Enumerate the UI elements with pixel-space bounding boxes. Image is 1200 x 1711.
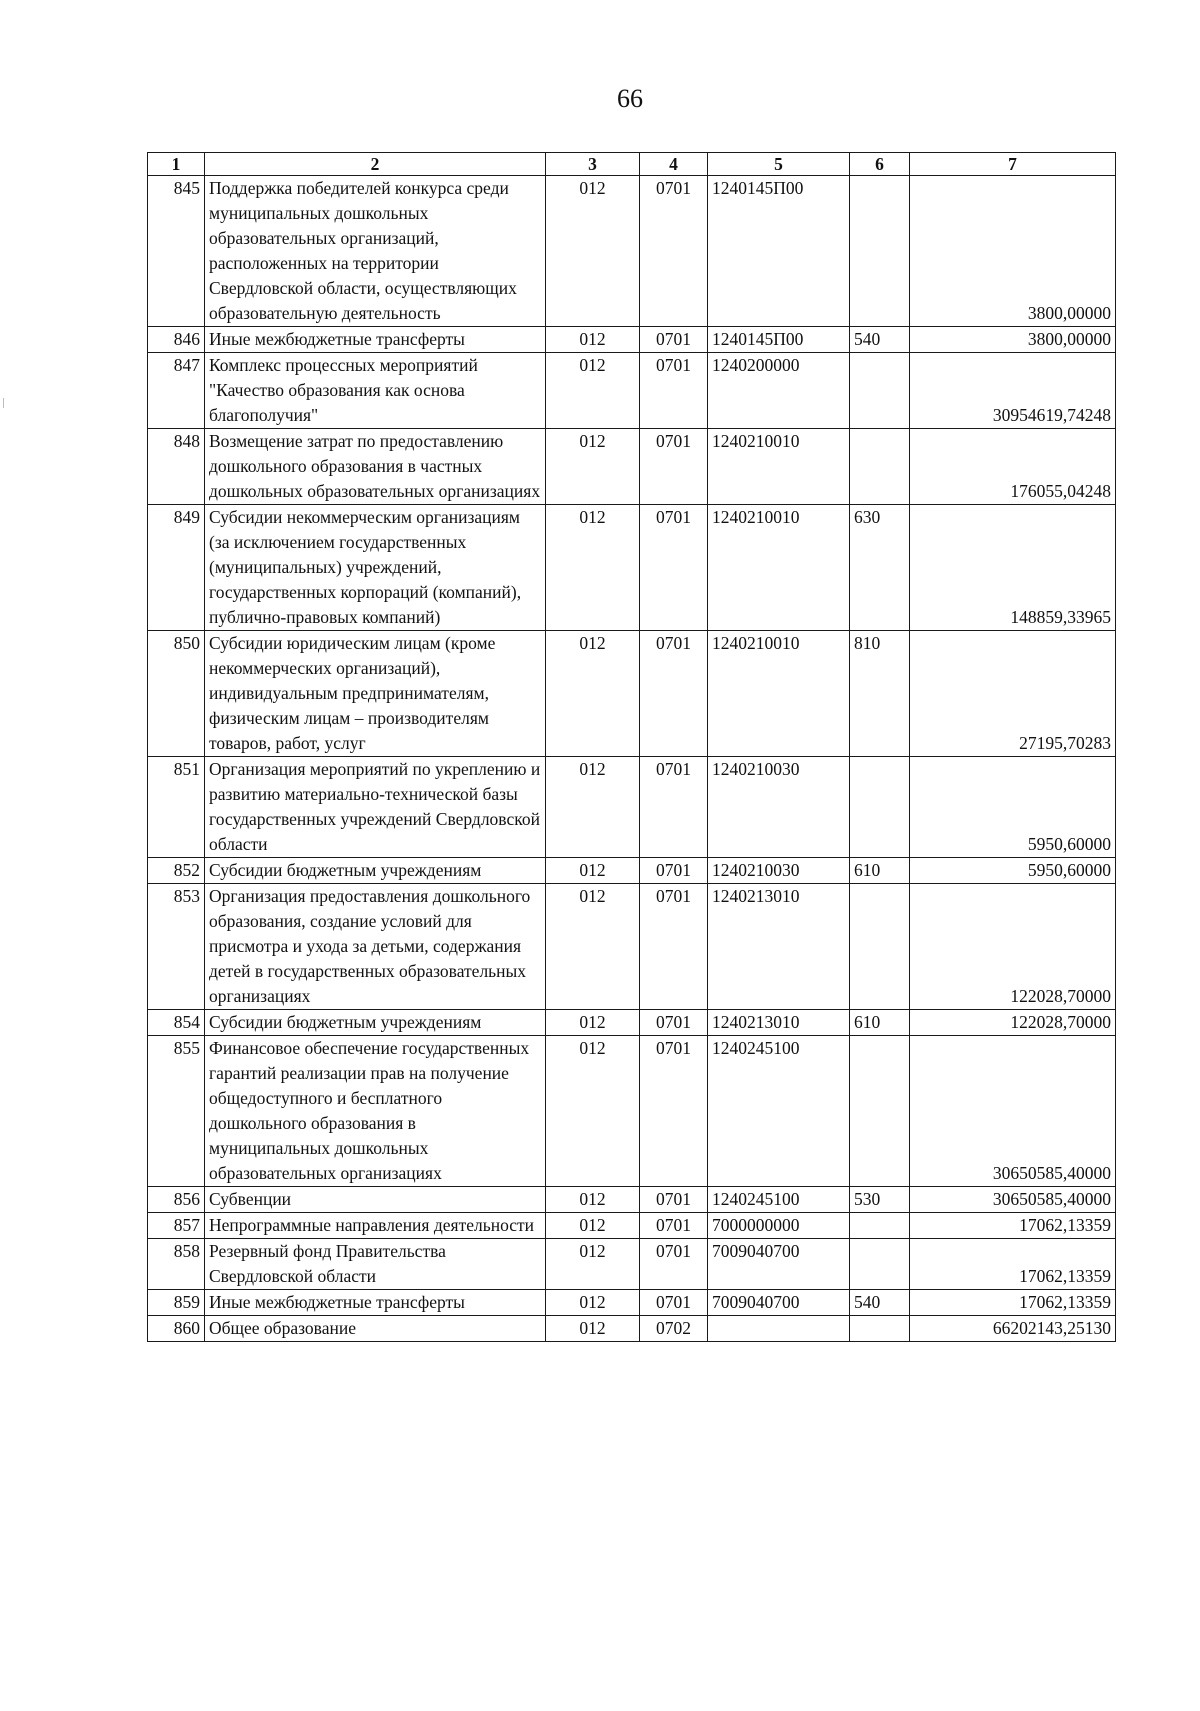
table-row [148, 1239, 1116, 1290]
header-row [148, 153, 1116, 176]
row-name: Непрограммные направления деятельности [205, 1213, 546, 1239]
row-ministry-code: 012 [546, 1239, 640, 1290]
row-ministry-code: 012 [546, 1316, 640, 1342]
row-name: Финансовое обеспечение государственных гарантий реализации прав на получение общедоступного и бесплатного дошкольного образования в муниципальных дошкольных образовательных организациях [205, 1036, 546, 1187]
row-expense-type [850, 1213, 910, 1239]
row-number: 854 [148, 1010, 205, 1036]
row-name: Организация предоставления дошкольного образования, создание условий для присмотра и ухода за детьми, содержания детей в государственных образовательных организациях [205, 884, 546, 1010]
row-amount: 17062,13359 [910, 1290, 1116, 1316]
row-section-code: 0701 [640, 505, 708, 631]
header-col-2: 2 [205, 153, 546, 176]
row-amount: 17062,13359 [910, 1213, 1116, 1239]
row-section-code: 0701 [640, 757, 708, 858]
row-expense-type [850, 429, 910, 505]
row-number: 846 [148, 327, 205, 353]
row-target-code: 7009040700 [708, 1239, 850, 1290]
table-row [148, 858, 1116, 884]
row-amount: 17062,13359 [910, 1239, 1116, 1290]
header-col-3: 3 [546, 153, 640, 176]
table-row [148, 505, 1116, 631]
row-target-code: 1240213010 [708, 884, 850, 1010]
row-expense-type: 610 [850, 858, 910, 884]
row-expense-type: 610 [850, 1010, 910, 1036]
table-row [148, 1213, 1116, 1239]
row-target-code: 1240210030 [708, 757, 850, 858]
row-expense-type [850, 353, 910, 429]
row-name: Субвенции [205, 1187, 546, 1213]
row-ministry-code: 012 [546, 1187, 640, 1213]
table-row [148, 757, 1116, 858]
row-name: Субсидии некоммерческим организациям (за исключением государственных (муниципальных) учреждений, государственных корпораций (компаний), публично-правовых компаний) [205, 505, 546, 631]
row-section-code: 0701 [640, 176, 708, 327]
row-amount: 66202143,25130 [910, 1316, 1116, 1342]
table-row [148, 1187, 1116, 1213]
table-row [148, 1316, 1116, 1342]
row-section-code: 0701 [640, 429, 708, 505]
row-amount: 30650585,40000 [910, 1187, 1116, 1213]
row-ministry-code: 012 [546, 757, 640, 858]
row-target-code: 1240210010 [708, 631, 850, 757]
row-target-code: 1240200000 [708, 353, 850, 429]
row-expense-type [850, 884, 910, 1010]
row-section-code: 0701 [640, 1290, 708, 1316]
row-target-code: 1240210010 [708, 505, 850, 631]
table-row [148, 631, 1116, 757]
row-number: 850 [148, 631, 205, 757]
row-section-code: 0701 [640, 353, 708, 429]
row-target-code: 1240145П00 [708, 327, 850, 353]
row-number: 858 [148, 1239, 205, 1290]
row-expense-type: 630 [850, 505, 910, 631]
row-name: Иные межбюджетные трансферты [205, 327, 546, 353]
header-col-7: 7 [910, 153, 1116, 176]
row-amount: 122028,70000 [910, 1010, 1116, 1036]
row-ministry-code: 012 [546, 884, 640, 1010]
row-ministry-code: 012 [546, 353, 640, 429]
header-col-1: 1 [148, 153, 205, 176]
table-row [148, 176, 1116, 327]
row-number: 847 [148, 353, 205, 429]
row-section-code: 0701 [640, 1036, 708, 1187]
row-ministry-code: 012 [546, 1290, 640, 1316]
row-target-code: 1240210030 [708, 858, 850, 884]
row-target-code: 1240210010 [708, 429, 850, 505]
row-target-code: 1240245100 [708, 1036, 850, 1187]
row-amount: 122028,70000 [910, 884, 1116, 1010]
scan-margin-mark [3, 398, 4, 408]
row-target-code: 1240245100 [708, 1187, 850, 1213]
table-row [148, 884, 1116, 1010]
table-row [148, 1290, 1116, 1316]
row-number: 859 [148, 1290, 205, 1316]
table-row [148, 327, 1116, 353]
row-ministry-code: 012 [546, 1010, 640, 1036]
row-expense-type: 530 [850, 1187, 910, 1213]
row-name: Общее образование [205, 1316, 546, 1342]
row-section-code: 0701 [640, 1187, 708, 1213]
table-row [148, 1036, 1116, 1187]
row-number: 851 [148, 757, 205, 858]
row-name: Субсидии юридическим лицам (кроме некоммерческих организаций), индивидуальным предпринимателям, физическим лицам – производителям товаров, работ, услуг [205, 631, 546, 757]
row-amount: 5950,60000 [910, 858, 1116, 884]
row-ministry-code: 012 [546, 1213, 640, 1239]
row-name: Комплекс процессных мероприятий "Качество образования как основа благополучия" [205, 353, 546, 429]
row-target-code: 1240145П00 [708, 176, 850, 327]
row-expense-type [850, 176, 910, 327]
row-amount: 3800,00000 [910, 176, 1116, 327]
row-number: 855 [148, 1036, 205, 1187]
row-amount: 30650585,40000 [910, 1036, 1116, 1187]
header-col-6: 6 [850, 153, 910, 176]
row-section-code: 0701 [640, 884, 708, 1010]
row-ministry-code: 012 [546, 505, 640, 631]
row-expense-type: 540 [850, 327, 910, 353]
row-number: 857 [148, 1213, 205, 1239]
row-number: 848 [148, 429, 205, 505]
row-number: 845 [148, 176, 205, 327]
row-name: Возмещение затрат по предоставлению дошкольного образования в частных дошкольных образовательных организациях [205, 429, 546, 505]
header-col-4: 4 [640, 153, 708, 176]
row-amount: 27195,70283 [910, 631, 1116, 757]
row-name: Субсидии бюджетным учреждениям [205, 1010, 546, 1036]
row-ministry-code: 012 [546, 429, 640, 505]
table-row [148, 1010, 1116, 1036]
row-section-code: 0701 [640, 858, 708, 884]
row-ministry-code: 012 [546, 327, 640, 353]
row-target-code: 7009040700 [708, 1290, 850, 1316]
row-ministry-code: 012 [546, 176, 640, 327]
row-section-code: 0701 [640, 631, 708, 757]
row-ministry-code: 012 [546, 631, 640, 757]
row-number: 856 [148, 1187, 205, 1213]
row-amount: 30954619,74248 [910, 353, 1116, 429]
row-section-code: 0701 [640, 1239, 708, 1290]
row-amount: 5950,60000 [910, 757, 1116, 858]
row-amount: 148859,33965 [910, 505, 1116, 631]
row-amount: 3800,00000 [910, 327, 1116, 353]
row-section-code: 0702 [640, 1316, 708, 1342]
row-expense-type: 810 [850, 631, 910, 757]
row-expense-type [850, 1316, 910, 1342]
row-ministry-code: 012 [546, 858, 640, 884]
table-row [148, 353, 1116, 429]
row-expense-type [850, 1239, 910, 1290]
row-name: Организация мероприятий по укреплению и развитию материально-технической базы государственных учреждений Свердловской области [205, 757, 546, 858]
row-section-code: 0701 [640, 327, 708, 353]
row-target-code: 7000000000 [708, 1213, 850, 1239]
budget-table [147, 152, 1116, 1342]
row-name: Субсидии бюджетным учреждениям [205, 858, 546, 884]
row-number: 849 [148, 505, 205, 631]
row-section-code: 0701 [640, 1010, 708, 1036]
row-target-code: 1240213010 [708, 1010, 850, 1036]
row-number: 853 [148, 884, 205, 1010]
table-row [148, 429, 1116, 505]
row-expense-type [850, 1036, 910, 1187]
row-name: Иные межбюджетные трансферты [205, 1290, 546, 1316]
row-ministry-code: 012 [546, 1036, 640, 1187]
row-number: 860 [148, 1316, 205, 1342]
page-number: 66 [617, 84, 643, 113]
row-amount: 176055,04248 [910, 429, 1116, 505]
row-target-code [708, 1316, 850, 1342]
row-section-code: 0701 [640, 1213, 708, 1239]
row-number: 852 [148, 858, 205, 884]
row-expense-type: 540 [850, 1290, 910, 1316]
header-col-5: 5 [708, 153, 850, 176]
row-name: Резервный фонд Правительства Свердловской области [205, 1239, 546, 1290]
row-name: Поддержка победителей конкурса среди муниципальных дошкольных образовательных организаций, расположенных на территории Свердловской области, осуществляющих образовательную деятельность [205, 176, 546, 327]
row-expense-type [850, 757, 910, 858]
